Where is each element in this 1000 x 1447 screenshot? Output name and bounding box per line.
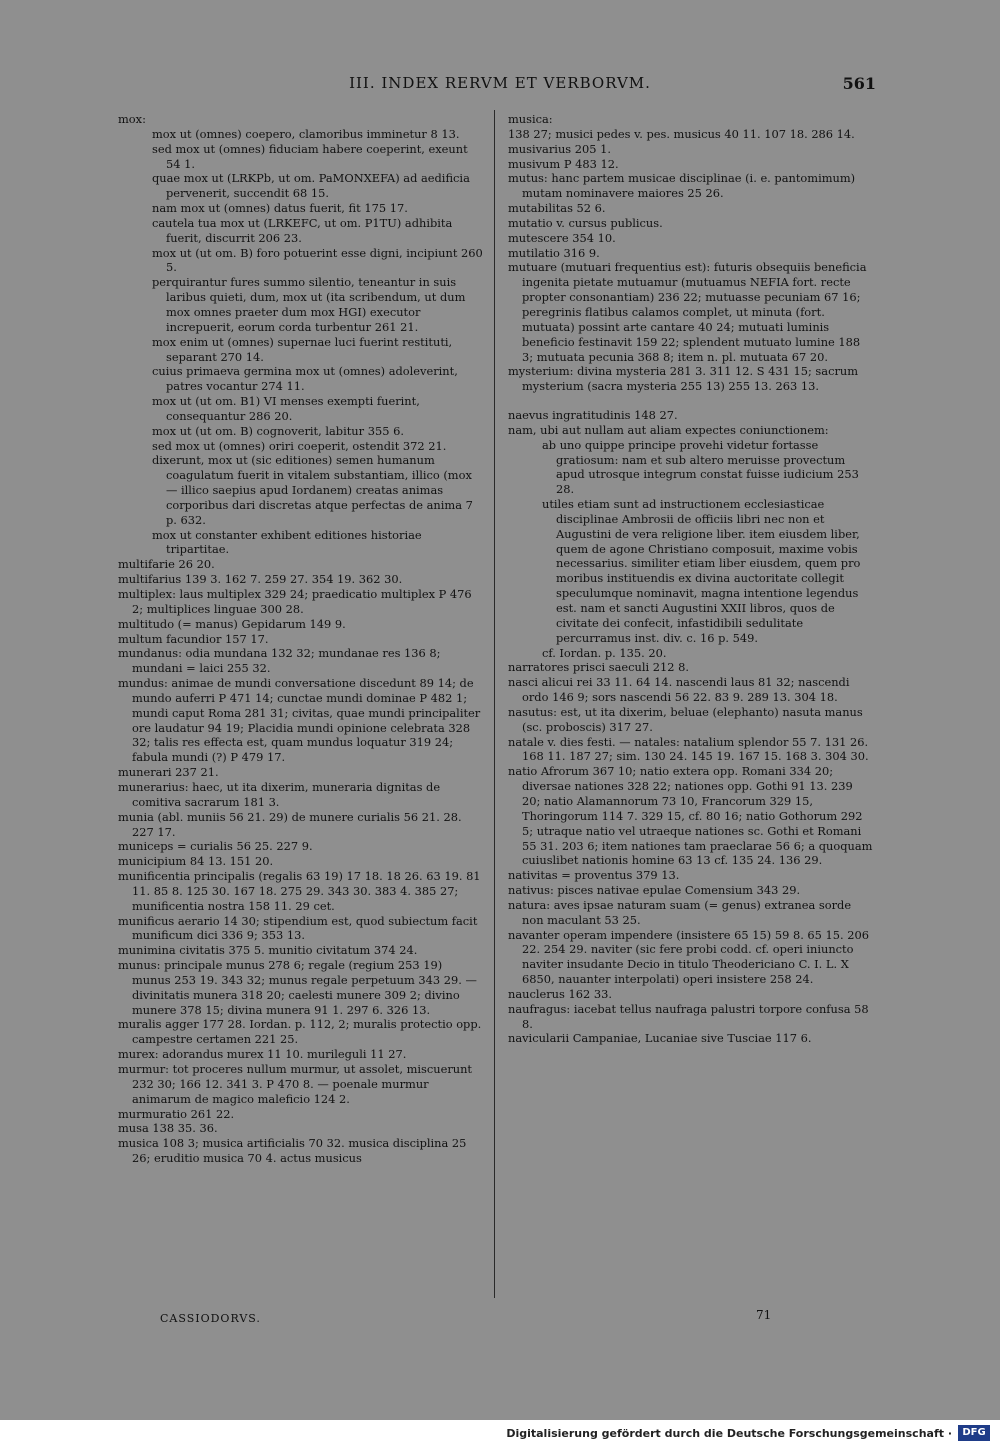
index-entry: murex: adorandus murex 11 10. murileguli 11 27.: [118, 1047, 407, 1062]
index-subentry: dixerunt, mox ut (sic editiones) semen humanum coagulatum fuerit in vitalem substantiam, illico (mox — illico saepius apud Iordanem) creatas animas corporibus dari discretas atque perfectas de anima 7 p. 632.: [152, 453, 473, 527]
index-entry: mutescere 354 10.: [508, 230, 616, 245]
index-entry: munerari 237 21.: [118, 765, 219, 780]
index-subentry: mox enim ut (omnes) supernae luci fuerint restituti, separant 270 14.: [152, 334, 453, 364]
index-entry: murmur: tot proceres nullum murmur, ut assolet, miscuerunt 232 30; 166 12. 341 3. P 470 8. — poenale murmur animarum de magico maleficio 124 2.: [118, 1062, 473, 1106]
page-header: [0, 74, 1000, 98]
index-subentry: mox ut (ut om. B1) VI menses exempti fuerint, consequantur 286 20.: [152, 394, 420, 423]
index-subentry: sed mox ut (omnes) fiduciam habere coeperint, exeunt 54 1.: [152, 141, 468, 171]
funding-text: Digitalisierung gefördert durch die Deutsche Forschungsgemeinschaft ·: [506, 1427, 952, 1440]
index-entry: multitudo (= manus) Gepidarum 149 9.: [118, 616, 346, 631]
index-entry: nam, ubi aut nullam aut aliam expectes coniunctionem:: [508, 422, 829, 437]
index-entry: municeps = curialis 56 25. 227 9.: [118, 839, 313, 854]
index-entry: musivarius 205 1.: [508, 141, 611, 156]
index-subentry: sed mox ut (omnes) oriri coeperit, ostendit 372 21.: [152, 438, 447, 453]
index-subentry: cf. Iordan. p. 135. 20.: [542, 645, 667, 660]
index-entry: multifarie 26 20.: [118, 557, 215, 572]
signature-mark: 71: [756, 1308, 772, 1322]
index-entry: murmuratio 261 22.: [118, 1106, 235, 1121]
index-entry: nativus: pisces nativae epulae Comensium 343 29.: [508, 883, 801, 898]
index-subentry: mox ut constanter exhibent editiones historiae tripartitae.: [152, 527, 422, 557]
index-entry: mutabilitas 52 6.: [508, 201, 606, 216]
index-entry: muralis agger 177 28. Iordan. p. 112, 2; muralis protectio opp. campestre certamen 221 25.: [118, 1017, 482, 1047]
index-entry: mutatio v. cursus publicus.: [508, 215, 663, 230]
index-entry: mysterium: divina mysteria 281 3. 311 12. S 431 15; sacrum mysterium (sacra mysteria 255 13) 255 13. 263 13.: [508, 364, 859, 394]
index-entry: nasutus: est, ut ita dixerim, beluae (elephanto) nasuta manus (sc. proboscis) 317 27.: [508, 704, 863, 734]
index-entry: mutus: hanc partem musicae disciplinae (i. e. pantomimum) mutam nominavere maiores 25 26.: [508, 171, 856, 201]
funding-banner: [0, 1420, 1000, 1447]
index-entry: navicularii Campaniae, Lucaniae sive Tusciae 117 6.: [508, 1031, 812, 1046]
index-entry: nasci alicui rei 33 11. 64 14. nascendi laus 81 32; nascendi ordo 146 9; sors nascendi 56 22. 83 9. 289 13. 304 18.: [508, 675, 850, 705]
index-entry: nativitas = proventus 379 13.: [508, 868, 680, 883]
right-column: [508, 112, 874, 1046]
index-entry: mox:: [118, 112, 146, 126]
left-column: [118, 112, 484, 1166]
index-entry: navanter operam impendere (insistere 65 15) 59 8. 65 15. 206 22. 254 29. naviter (sic fere probi codd. cf. operi iniuncto naviter insudante Decio in titulo Theodericiano C. I. L. X 6850, nauanter interpolati) operi insistere 258 24.: [508, 927, 870, 987]
index-entry: mundus: animae de mundi conversatione discedunt 89 14; de mundo auferri P 471 14; cunctae mundi dominae P 482 1; mundi caput Roma 281 31; civitas, quae mundi principaliter ore laudatur 94 19; Placidia mundi opinione celebrata 328 32; talis res effecta est, quam mundus loquatur 319 24; fabula mundi (?) P 479 17.: [118, 676, 481, 765]
index-entry: naevus ingratitudinis 148 27.: [508, 408, 678, 423]
index-entry: municipium 84 13. 151 20.: [118, 854, 274, 869]
index-subentry: mox ut (omnes) coepero, clamoribus imminetur 8 13.: [152, 126, 460, 141]
index-entry: multiplex: laus multiplex 329 24; praedicatio multiplex P 476 2; multiplices linguae 300 28.: [118, 587, 472, 616]
index-entry: natio Afrorum 367 10; natio extera opp. Romani 334 20; diversae nationes 328 22; nationes opp. Gothi 91 13. 239 20; natio Alamannorum 73 10, Francorum 329 15, Thoringorum 114 7. 329 15, cf. 80 16; natio Gothorum 292 5; utraque natio vel utraeque nationes sc. Gothi et Romani 55 31. 203 6; item nationes tam praeclarae 56 6; a quoquam cuiuslibet nationis homine 63 13 cf. 135 24. 136 29.: [508, 764, 873, 868]
index-entry: multifarius 139 3. 162 7. 259 27. 354 19. 362 30.: [118, 572, 403, 587]
index-entry: munerarius: haec, ut ita dixerim, muneraria dignitas de comitiva sacrarum 181 3.: [118, 779, 441, 809]
index-entry: mundanus: odia mundana 132 32; mundanae res 136 8; mundani = laici 255 32.: [118, 646, 441, 676]
index-entry: musica:: [508, 112, 553, 126]
page-number: 561: [842, 74, 876, 93]
index-entry: naufragus: iacebat tellus naufraga palustri torpore confusa 58 8.: [508, 1001, 869, 1031]
index-entry: musivum P 483 12.: [508, 156, 619, 171]
index-entry: mutilatio 316 9.: [508, 245, 600, 260]
index-entry: munia (abl. muniis 56 21. 29) de munere curialis 56 21. 28. 227 17.: [118, 809, 462, 839]
index-entry: musa 138 35. 36.: [118, 1121, 218, 1136]
index-subentry: perquirantur fures summo silentio, teneantur in suis laribus quieti, dum, mox ut (ita scribendum, ut dum mox omnes praeter dum mox HGI) executor increpuerit, eorum corda turbentur 261 21.: [152, 275, 466, 334]
index-entry: natale v. dies festi. — natales: natalium splendor 55 7. 131 26. 168 11. 187 27; sim. 130 24. 145 19. 167 15. 168 3. 304 30.: [508, 734, 869, 764]
index-subentry: cuius primaeva germina mox ut (omnes) adoleverint, patres vocantur 274 11.: [152, 364, 458, 394]
index-subentry: mox ut (ut om. B) foro potuerint esse digni, incipiunt 260 5.: [152, 245, 483, 275]
index-entry: natura: aves ipsae naturam suam (= genus) extranea sorde non maculant 53 25.: [508, 897, 852, 927]
index-entry: multum facundior 157 17.: [118, 631, 269, 646]
index-entry: munificus aerario 14 30; stipendium est, quod subiectum facit munificum dici 336 9; 353 13.: [118, 913, 478, 943]
index-subentry: utiles etiam sunt ad instructionem ecclesiasticae disciplinae Ambrosii de officiis libri nec non et Augustini de vera religione liber. item eiusdem liber, quem de agone Christiano composuit, maxime vobis necessarius. similiter etiam liber eiusdem, quem pro moribus instituendis ex divina auctoritate collegit speculumque nominavit, magna intentione legendus est. nam et sancti Augustini XXII libros, quos de civitate dei confecit, infastidibili sedulitate percurramus inst. div. c. 16 p. 549.: [542, 497, 861, 645]
dfg-logo-icon: DFG: [958, 1425, 990, 1441]
running-title: III. INDEX RERVM ET VERBORVM.: [349, 74, 651, 92]
index-entry: munificentia principalis (regalis 63 19) 17 18. 18 26. 63 19. 81 11. 85 8. 125 30. 167 18. 275 29. 343 30. 383 4. 385 27; munificentia nostra 158 11. 29 cet.: [118, 869, 481, 913]
index-entry: narratores prisci saeculi 212 8.: [508, 660, 689, 675]
index-entry: 138 27; musici pedes v. pes. musicus 40 11. 107 18. 286 14.: [508, 126, 855, 141]
index-entry: musica 108 3; musica artificialis 70 32. musica disciplina 25 26; eruditio musica 70 4. actus musicus: [118, 1136, 467, 1166]
index-entry: mutuare (mutuari frequentius est): futuris obsequiis beneficia ingenita pietate mutuamur (mutuamus NEFIA fort. recte propter consonantiam) 236 22; mutuasse pecuniam 67 16; peregrinis flatibus calamos complet, ut minuta (fort. mutuata) possint arte cantare 40 24; mutuati luminis beneficio festinavit 159 22; splendent mutuato lumine 188 3; mutuata pecunia 368 8; item n. pl. mutuata 67 20.: [508, 260, 867, 364]
index-entry: munus: principale munus 278 6; regale (regium 253 19) munus 253 19. 343 32; munus regale perpetuum 343 29. — divinitatis munera 318 20; caelesti munere 309 2; divino munere 378 15; divina munera 91 1. 297 6. 326 13.: [118, 958, 477, 1017]
index-subentry: ab uno quippe principe provehi videtur fortasse gratiosum: nam et sub altero meruisse provectum apud utrosque integrum constat fuisse iudicium 253 28.: [542, 437, 859, 497]
index-entry: munimina civitatis 375 5. munitio civitatum 374 24.: [118, 943, 418, 958]
column-divider: [494, 110, 495, 1298]
author-footer: CASSIODORVS.: [160, 1312, 261, 1325]
index-entry: nauclerus 162 33.: [508, 986, 612, 1001]
index-subentry: mox ut (ut om. B) cognoverit, labitur 355 6.: [152, 423, 404, 438]
section-gap: [508, 394, 874, 408]
index-subentry: cautela tua mox ut (LRKEFC, ut om. P1TU) adhibita fuerit, discurrit 206 23.: [152, 215, 453, 245]
index-subentry: quae mox ut (LRKPb, ut om. PaMONXEFA) ad aedificia pervenerit, succendit 68 15.: [152, 171, 470, 201]
index-subentry: nam mox ut (omnes) datus fuerit, fit 175 17.: [152, 201, 408, 216]
